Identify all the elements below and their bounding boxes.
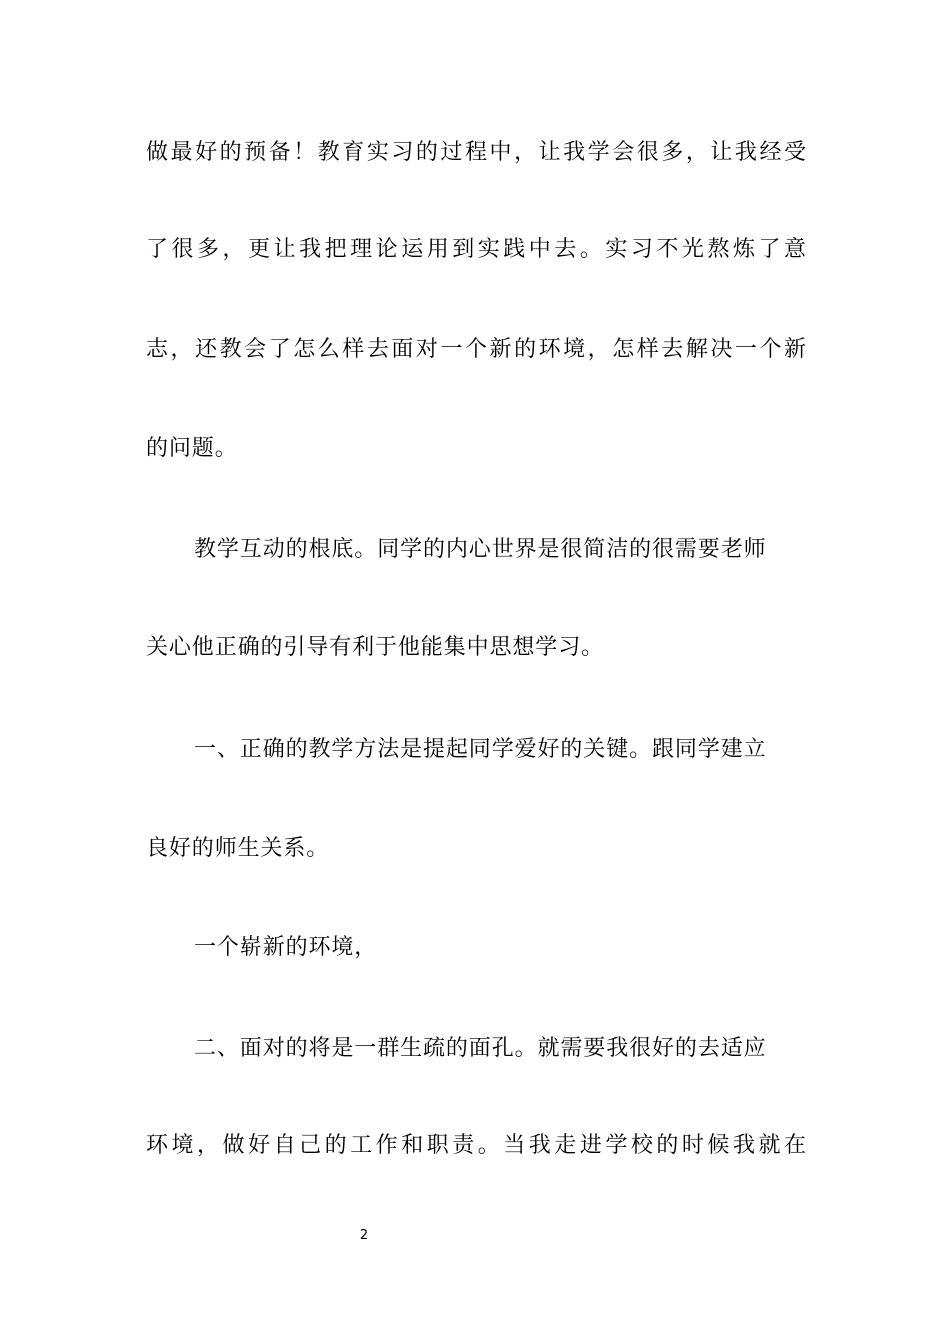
text-line: 做最好的预备！教育实习的过程中，让我学会很多，让我经受 [146, 140, 806, 165]
text-line: 关心他正确的引导有利于他能集中思想学习。 [146, 635, 605, 660]
text-line: 环境，做好自己的工作和职责。当我走进学校的时候我就在 [146, 1133, 806, 1158]
paragraph-first-line: 教学互动的根底。同学的内心世界是很简洁的很需要老师 [194, 537, 767, 562]
paragraph-first-line: 一个崭新的环境， [194, 935, 378, 960]
text-line: 良好的师生关系。 [146, 836, 330, 861]
text-line: 志，还教会了怎么样去面对一个新的环境，怎样去解决一个新 [146, 337, 806, 362]
text-line: 了很多，更让我把理论运用到实践中去。实习不光熬炼了意 [146, 237, 806, 262]
paragraph-first-line: 二、面对的将是一群生疏的面孔。就需要我很好的去适应 [194, 1036, 767, 1061]
text-line: 的问题。 [146, 436, 238, 461]
page-number: 2 [359, 1228, 369, 1243]
paragraph-first-line: 一、正确的教学方法是提起同学爱好的关键。跟同学建立 [194, 737, 767, 762]
